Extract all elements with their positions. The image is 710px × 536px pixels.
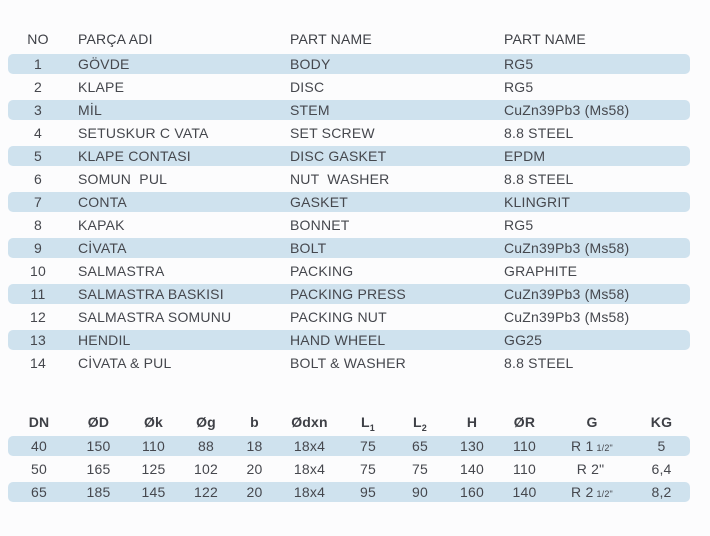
cell-dn: 65 <box>8 482 70 502</box>
cell-no: 6 <box>34 171 42 187</box>
cell-material: GG25 <box>496 330 690 350</box>
cell-h: 130 <box>446 436 498 456</box>
cell-material: GRAPHITE <box>504 263 578 279</box>
cell-parca-adi: CİVATA & PUL <box>78 355 172 371</box>
header-h: H <box>466 414 478 430</box>
cell-parca-adi: GÖVDE <box>68 54 281 74</box>
cell-od: 150 <box>70 436 127 456</box>
header-l2: $L_2$ <box>413 414 427 433</box>
cell-parca-adi: HENDIL <box>68 330 281 350</box>
cell-no: 4 <box>34 125 42 141</box>
cell-part-name: GASKET <box>281 192 496 212</box>
cell-part-name: PACKING NUT <box>290 309 387 325</box>
header-or: ØR <box>513 414 536 430</box>
cell-parca-adi: MİL <box>68 100 281 120</box>
cell-no: 11 <box>8 284 68 304</box>
table-row <box>8 169 690 189</box>
table-row <box>8 307 690 327</box>
cell-no: 13 <box>8 330 68 350</box>
cell-no: 8 <box>34 217 42 233</box>
cell-material: CuZn39Pb3 (Ms58) <box>496 284 690 304</box>
cell-material: 8.8 STEEL <box>504 355 574 371</box>
cell-kg: 5 <box>633 436 690 456</box>
header-od: ØD <box>87 414 110 430</box>
cell-b: 20 <box>246 461 263 477</box>
cell-h: 160 <box>446 482 498 502</box>
cell-g: R 2 1/2" <box>551 482 633 502</box>
cell-no: 1 <box>8 54 68 74</box>
cell-parca-adi: CİVATA <box>68 238 281 258</box>
cell-g: R 2" <box>576 461 605 477</box>
cell-odxn: 18x4 <box>277 482 342 502</box>
cell-ok: 125 <box>141 461 166 477</box>
cell-dn: 50 <box>31 461 47 477</box>
cell-material: EPDM <box>496 146 690 166</box>
table-row <box>8 436 690 456</box>
cell-part-name: HAND WHEEL <box>281 330 496 350</box>
cell-og: 122 <box>180 482 232 502</box>
cell-part-name: DISC GASKET <box>281 146 496 166</box>
cell-material: KLINGRIT <box>496 192 690 212</box>
table-row <box>8 146 690 166</box>
cell-part-name: BOLT & WASHER <box>290 355 406 371</box>
cell-kg: 6,4 <box>651 461 672 477</box>
table-row <box>8 482 690 502</box>
cell-ok: 145 <box>127 482 180 502</box>
cell-l1: 75 <box>342 436 394 456</box>
cell-kg: 8,2 <box>633 482 690 502</box>
cell-material: CuZn39Pb3 (Ms58) <box>496 100 690 120</box>
table-row <box>8 215 690 235</box>
header-g: G <box>586 414 598 430</box>
cell-or: 110 <box>498 436 551 456</box>
dimensions-table <box>8 408 690 505</box>
header-dn: DN <box>28 414 50 430</box>
table-row <box>8 77 690 97</box>
cell-b: 20 <box>232 482 277 502</box>
cell-part-name: STEM <box>281 100 496 120</box>
cell-material: RG5 <box>496 54 690 74</box>
cell-part-name: PACKING PRESS <box>281 284 496 304</box>
cell-material: 8.8 STEEL <box>504 125 574 141</box>
header-kg: KG <box>650 414 673 430</box>
cell-od: 165 <box>86 461 111 477</box>
cell-od: 185 <box>70 482 127 502</box>
header-ok: Øk <box>143 414 164 430</box>
header-part-name: PART NAME <box>290 31 372 47</box>
cell-parca-adi: KAPAK <box>78 217 125 233</box>
cell-l2: 65 <box>394 436 446 456</box>
cell-ok: 110 <box>127 436 180 456</box>
cell-part-name: BODY <box>281 54 496 74</box>
table-row <box>8 284 690 304</box>
cell-og: 102 <box>194 461 218 477</box>
header-parca-adi: PARÇA ADI <box>78 31 153 47</box>
cell-parca-adi: SALMASTRA BASKISI <box>68 284 281 304</box>
cell-part-name: BOLT <box>281 238 496 258</box>
parts-table <box>8 24 690 376</box>
cell-l2: 75 <box>412 461 428 477</box>
header-odxn: Ødxn <box>291 414 328 430</box>
cell-material: RG5 <box>504 79 534 95</box>
dims-header-row <box>8 411 690 433</box>
cell-material: RG5 <box>504 217 534 233</box>
cell-no: 14 <box>30 355 46 371</box>
header-no: NO <box>27 31 49 47</box>
cell-part-name: PACKING <box>290 263 354 279</box>
header-l1: $L_1$ <box>361 414 375 433</box>
cell-l1: 75 <box>360 461 376 477</box>
table-row <box>8 459 690 479</box>
header-material: PART NAME <box>504 31 586 47</box>
cell-no: 12 <box>30 309 46 325</box>
cell-odxn: 18x4 <box>277 436 342 456</box>
cell-l2: 90 <box>394 482 446 502</box>
cell-or: 110 <box>513 461 536 477</box>
table-row <box>8 54 690 74</box>
cell-part-name: DISC <box>290 79 325 95</box>
cell-part-name: BONNET <box>290 217 350 233</box>
cell-material: CuZn39Pb3 (Ms58) <box>496 238 690 258</box>
table-row <box>8 192 690 212</box>
table-row <box>8 100 690 120</box>
cell-no: 9 <box>8 238 68 258</box>
cell-dn: 40 <box>8 436 70 456</box>
cell-h: 140 <box>460 461 484 477</box>
cell-parca-adi: SOMUN PUL <box>78 171 168 187</box>
cell-or: 140 <box>498 482 551 502</box>
table-row <box>8 353 690 373</box>
cell-l1: 95 <box>342 482 394 502</box>
cell-parca-adi: KLAPE CONTASI <box>68 146 281 166</box>
cell-parca-adi: SETUSKUR C VATA <box>78 125 209 141</box>
table-row <box>8 330 690 350</box>
header-b: b <box>250 414 259 430</box>
header-og: Øg <box>196 414 216 430</box>
cell-odxn: 18x4 <box>293 461 326 477</box>
cell-parca-adi: KLAPE <box>78 79 125 95</box>
cell-parca-adi: CONTA <box>68 192 281 212</box>
cell-parca-adi: SALMASTRA <box>78 263 165 279</box>
table-row <box>8 123 690 143</box>
cell-no: 7 <box>8 192 68 212</box>
cell-no: 10 <box>30 263 46 279</box>
parts-header-row <box>8 27 690 51</box>
cell-material: 8.8 STEEL <box>504 171 574 187</box>
cell-no: 3 <box>8 100 68 120</box>
cell-part-name: SET SCREW <box>290 125 375 141</box>
cell-g: R 1 1/2" <box>551 436 633 456</box>
table-row <box>8 238 690 258</box>
cell-material: CuZn39Pb3 (Ms58) <box>504 309 630 325</box>
cell-part-name: NUT WASHER <box>290 171 390 187</box>
cell-no: 5 <box>8 146 68 166</box>
cell-b: 18 <box>232 436 277 456</box>
table-row <box>8 261 690 281</box>
cell-og: 88 <box>180 436 232 456</box>
cell-no: 2 <box>34 79 42 95</box>
cell-parca-adi: SALMASTRA SOMUNU <box>78 309 232 325</box>
